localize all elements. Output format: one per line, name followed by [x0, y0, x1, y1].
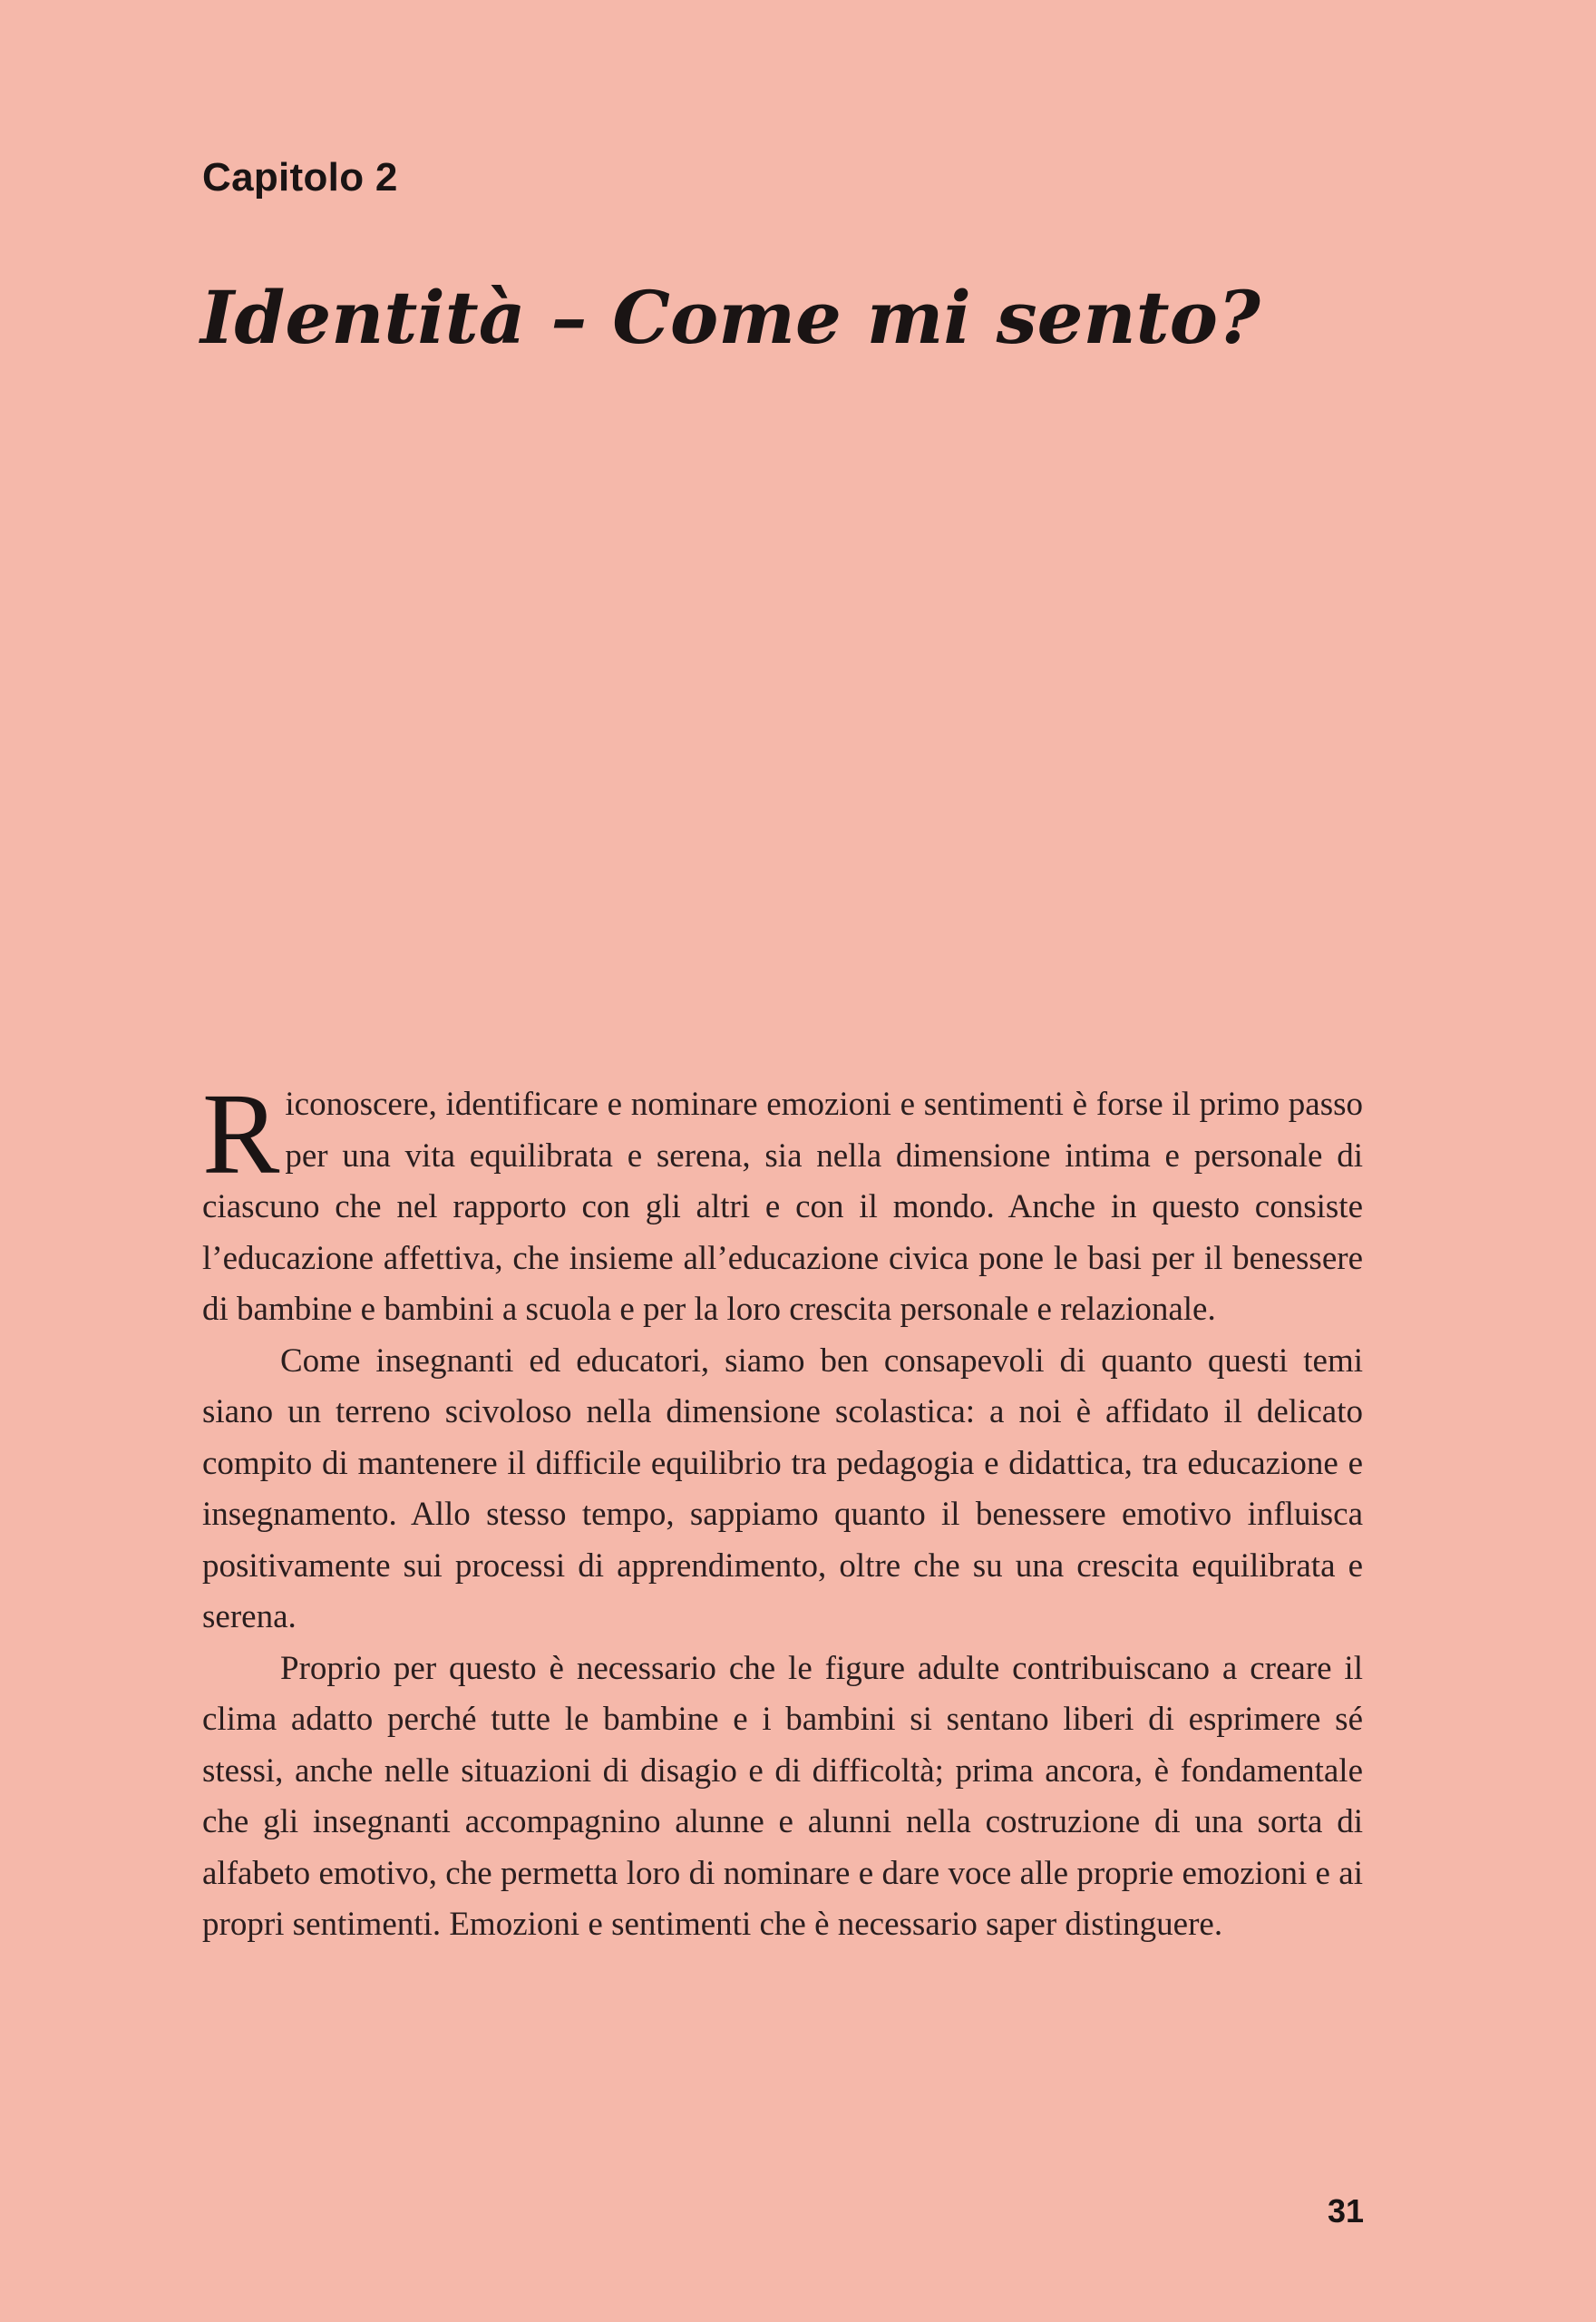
paragraph-3: Proprio per questo è necessario che le figure adulte contribuiscano a creare il clima adatto perché tutte le bambine e i bambini si sentano liberi di esprimere sé stessi, anche nelle situazioni di disagio e di difficoltà; prima ancora, è fondamentale che gli insegnanti accompagnino alunne e alunni nella costruzione di una sorta di alfabeto emotivo, che permetta loro di nominare e dare voce alle proprie emozioni e ai propri sentimenti. Emozioni e sentimenti che è necessario saper distinguere. [202, 1649, 1363, 1943]
paragraph-2: Come insegnanti ed educatori, siamo ben consapevoli di quanto questi temi siano un terreno scivoloso nella dimensione scolastica: a noi è affidato il delicato compito di mantenere il difficile equilibrio tra pedagogia e didattica, tra educazione e insegnamento. Allo stesso tempo, sappiamo quanto il benessere emotivo influisca positivamente sui processi di apprendimento, oltre che su una crescita equilibrata e serena. [202, 1341, 1363, 1635]
page-number: 31 [1327, 2192, 1364, 2229]
chapter-title: Identità – Come mi sento? [200, 275, 1260, 360]
paragraph-1 [202, 1069, 1363, 1336]
chapter-label: Capitolo 2 [202, 155, 398, 200]
drop-cap: R [202, 1069, 280, 1198]
body-text [202, 1069, 1363, 1951]
paragraph-1-text: iconoscere, identificare e nominare emozioni e sentimenti è forse il primo passo per una vita equilibrata e serena, sia nella dimensione intima e personale di ciascuno che nel rapporto con gli altri e con il mondo. Anche in questo consiste l’educazione affettiva, che insieme all’educazione civica pone le basi per il benessere di bambine e bambini a scuola e per la loro crescita personale e relazionale. [202, 1086, 1363, 1328]
